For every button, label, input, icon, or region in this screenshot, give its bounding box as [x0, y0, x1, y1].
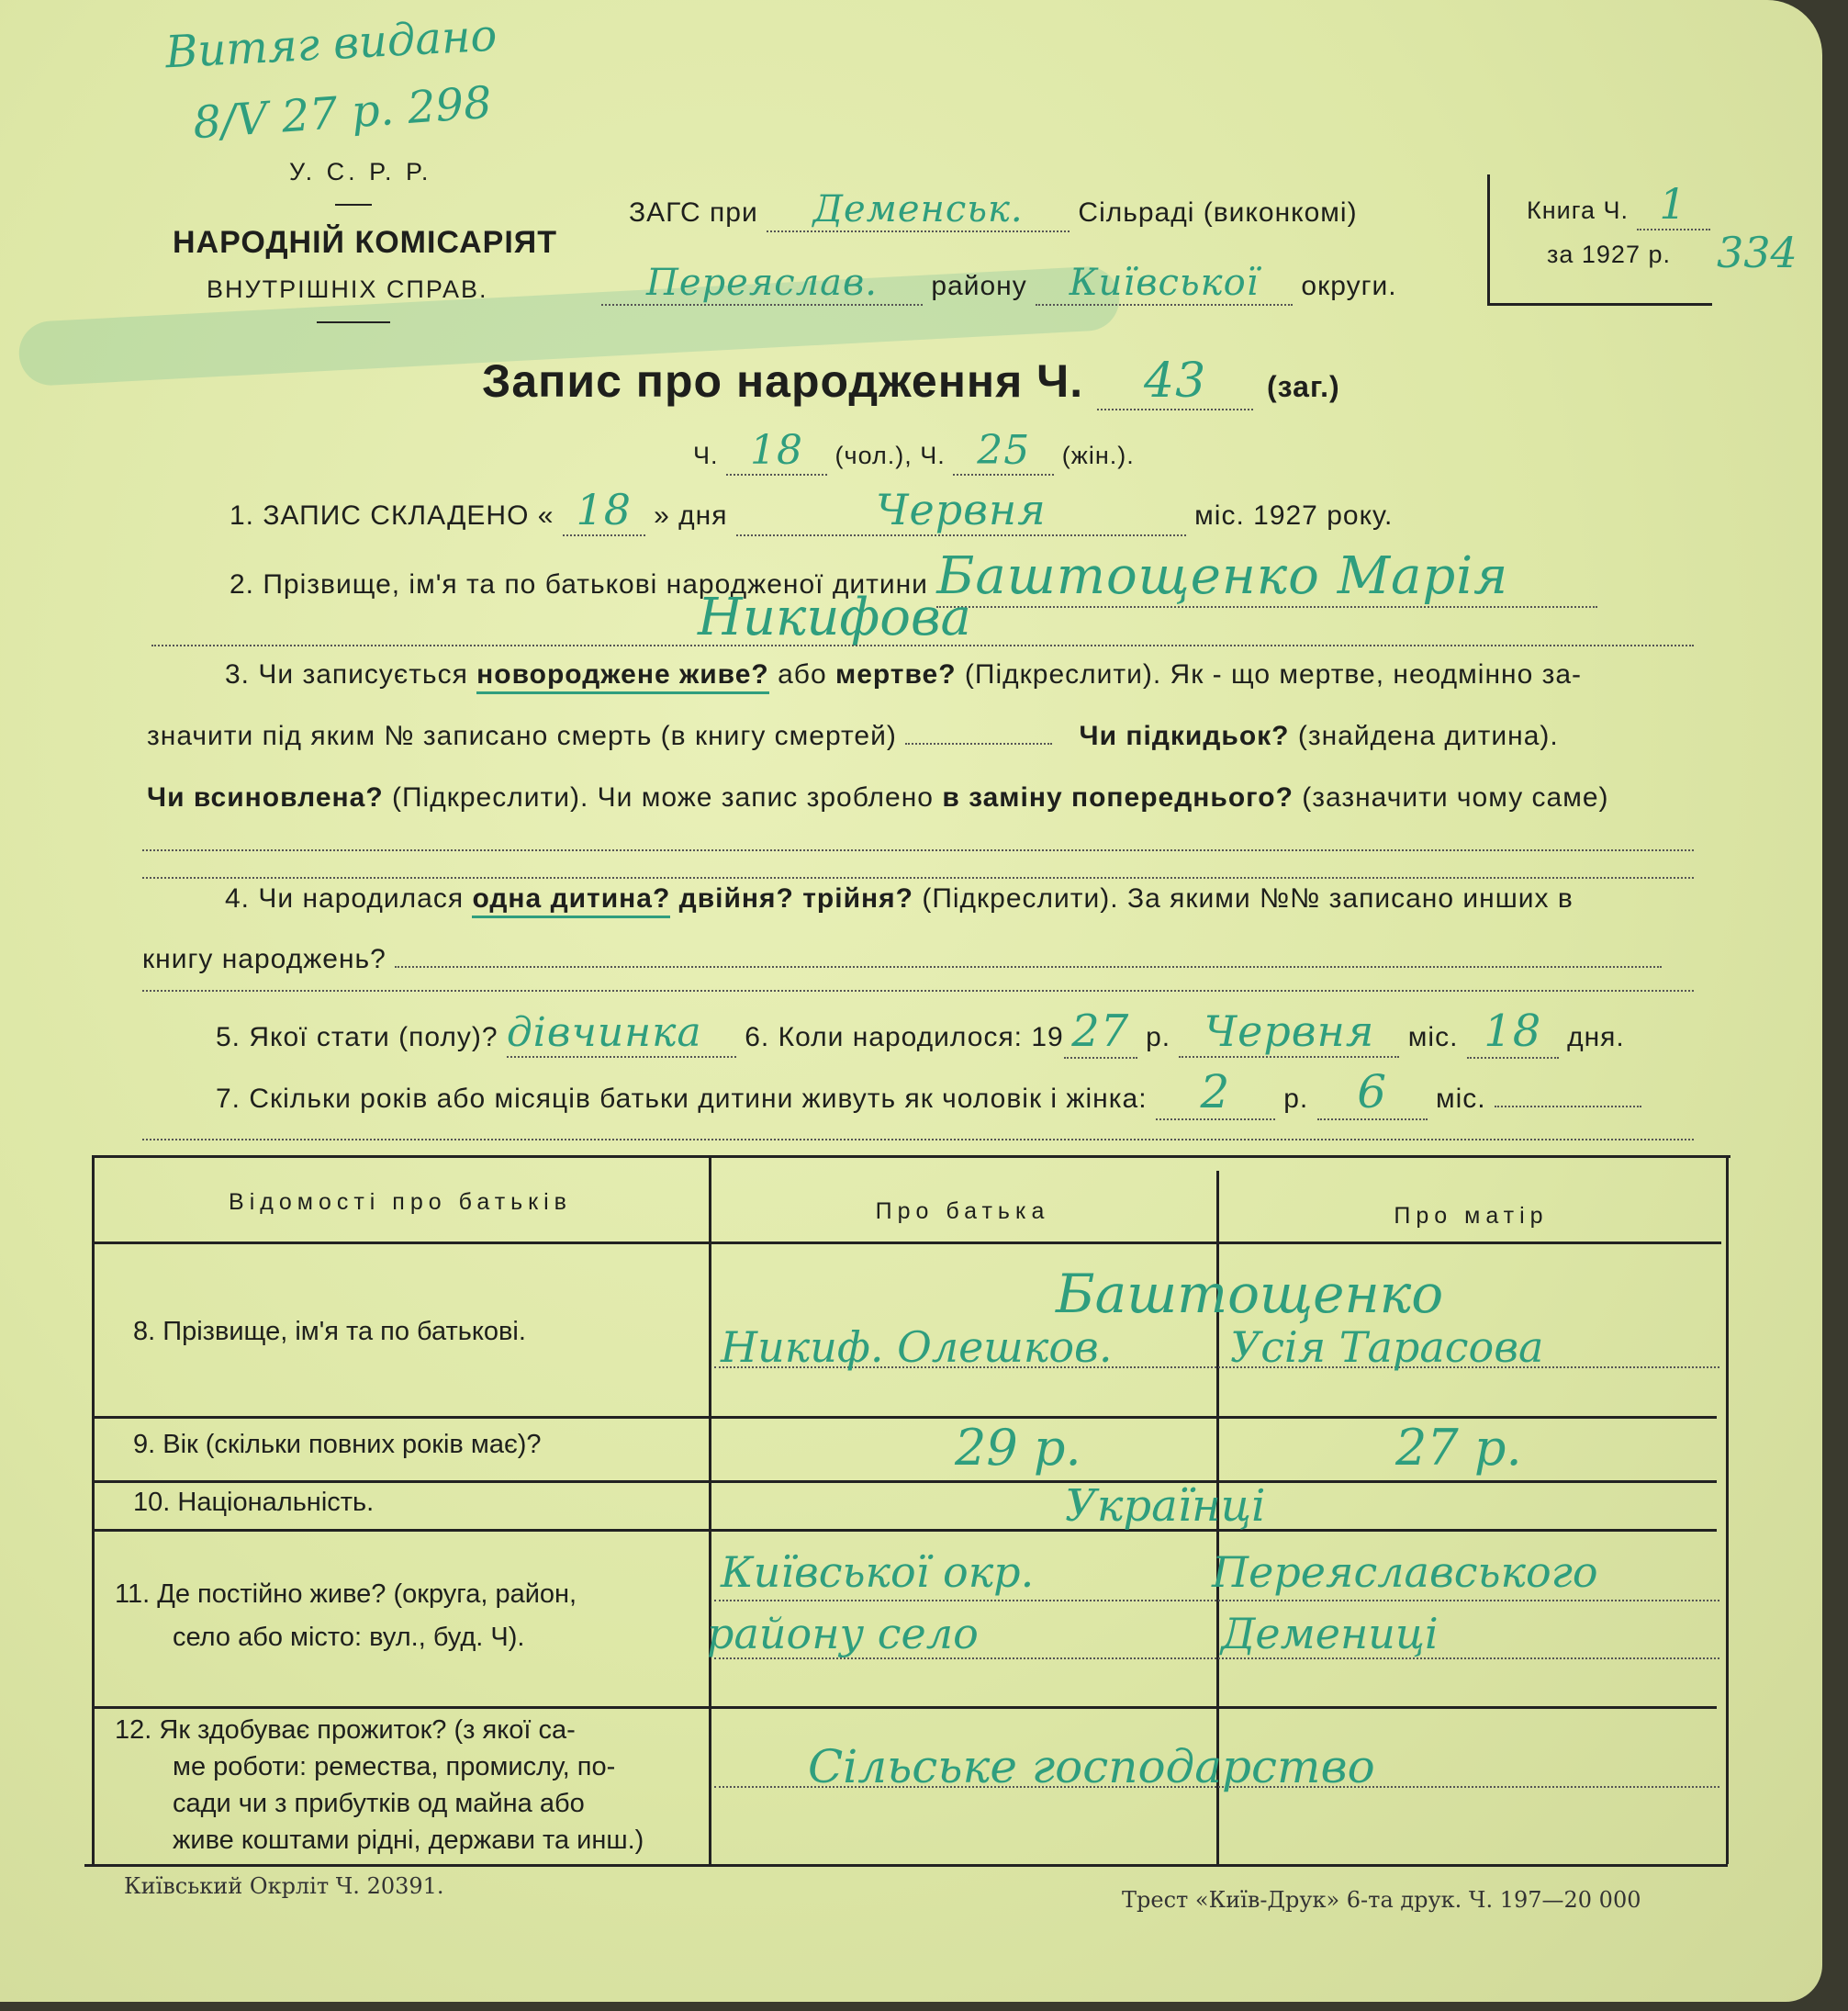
q6-r: р.	[1146, 1022, 1171, 1052]
row11-label-line1: 11. Де постійно живе? (округа, район,	[115, 1579, 577, 1609]
female-label: (жін.).	[1061, 442, 1135, 469]
table-border	[92, 1155, 95, 1864]
q4-text: книгу народжень?	[142, 944, 386, 974]
q3-option-alive: новороджене живе?	[476, 659, 769, 694]
republic-label: У. С. Р. Р.	[289, 158, 432, 185]
book-box-border	[1487, 303, 1712, 306]
row12-shared: Сільське господарство	[808, 1740, 1375, 1793]
q3-option-foundling: Чи підкидьок?	[1079, 721, 1290, 751]
question-5-6	[216, 1006, 1625, 1059]
commissariat-line1: НАРОДНІЙ КОМІСАРІЯТ	[173, 225, 557, 260]
okruha-value: Київської	[1036, 262, 1293, 306]
row11-father-line2: району село	[707, 1609, 979, 1658]
q5-value: дівчинка	[507, 1009, 736, 1058]
table-border	[92, 1480, 1717, 1483]
q6-label: 6. Коли народилося: 19	[745, 1022, 1064, 1052]
table-border	[709, 1155, 711, 1864]
q4-option-triplets: трійня?	[802, 883, 913, 914]
q7-label: 7. Скільки років або місяців батьки дитини живуть як чоловік і жінка:	[216, 1084, 1148, 1114]
question-3-line2	[147, 721, 1559, 752]
row8-father: Никиф. Олешков.	[721, 1322, 1113, 1372]
row9-mother: 27 р.	[1395, 1419, 1522, 1477]
q5-label: 5. Якої стати (полу)?	[216, 1022, 498, 1052]
q1-day: 18	[563, 485, 645, 536]
row11-label-line2: село або місто: вул., буд. Ч).	[173, 1623, 525, 1652]
row9-father: 29 р.	[955, 1419, 1081, 1477]
q1-label: 1. ЗАПИС СКЛАДЕНО «	[230, 500, 554, 531]
zags-village-value: Деменськ.	[767, 188, 1070, 232]
q7-mis: міс.	[1435, 1084, 1486, 1114]
row11-writing-line	[714, 1600, 1719, 1601]
q3-death-number-blank	[905, 743, 1052, 745]
q3-text: (зазначити чому саме)	[1302, 782, 1609, 813]
district-value: Переяслав.	[601, 262, 923, 306]
q2-label: 2. Прізвище, ім'я та по батькові народженої дитини	[230, 569, 928, 600]
q3-text: (Підкреслити). Чи може запис зроблено	[392, 782, 934, 813]
book-box-border	[1487, 174, 1490, 303]
q7-r: р.	[1283, 1084, 1309, 1114]
district-label: району	[931, 271, 1027, 301]
table-border	[92, 1706, 1717, 1709]
table-border	[92, 1529, 1717, 1532]
row11-father-line1: Київської окр.	[721, 1547, 1035, 1597]
title-prefix: Запис про народження Ч.	[482, 355, 1084, 407]
row8-label: 8. Прізвище, ім'я та по батькові.	[133, 1317, 526, 1346]
q2-continuation-line	[151, 645, 1694, 646]
q4-blank	[395, 966, 1662, 968]
q1-suffix: міс. 1927 року.	[1194, 500, 1394, 531]
question-4-line1	[225, 883, 1574, 915]
question-1	[230, 485, 1393, 536]
commissariat-line2: ВНУТРІШНІХ СПРАВ.	[207, 275, 488, 303]
q1-month: Червня	[736, 485, 1186, 536]
q6-day: 18	[1467, 1006, 1559, 1059]
row12-label-line1: 12. Як здобуває прожиток? (з якої са-	[115, 1715, 576, 1745]
question-7	[216, 1065, 1641, 1120]
q3-continuation-line	[142, 877, 1694, 879]
q6-mis: міс.	[1407, 1022, 1459, 1052]
male-prefix: Ч.	[693, 442, 719, 469]
q4-option-twins: двійня?	[678, 883, 794, 914]
table-border	[92, 1241, 1721, 1244]
q3-text: або	[778, 659, 827, 690]
row9-label: 9. Вік (скільки повних років має)?	[133, 1430, 542, 1459]
q6-dnia: дня.	[1567, 1022, 1625, 1052]
q3-text: (Підкреслити). Як - що мертве, неодмінно за-	[964, 659, 1583, 690]
okruha-label: округи.	[1301, 271, 1397, 301]
margin-note-line1: Витяг видано	[163, 9, 498, 79]
q3-text: (знайдена дитина).	[1297, 721, 1559, 751]
table-head-info: Відомості про батьків	[229, 1189, 572, 1215]
q2-value-line2: Никифова	[698, 588, 971, 647]
zags-prefix: ЗАГС при	[629, 197, 758, 228]
q3-text: значити під яким № записано смерть (в книгу смертей)	[147, 721, 897, 751]
row11-mother-line2: Демениці	[1221, 1609, 1439, 1658]
q3-text: 3. Чи записується	[225, 659, 468, 690]
q4-option-single: одна дитина?	[472, 883, 670, 918]
q1-mid: » дня	[654, 500, 728, 531]
table-head-father: Про батька	[875, 1198, 1050, 1224]
book-label: Книга Ч.	[1527, 197, 1629, 224]
title-number: 43	[1097, 354, 1253, 410]
q3-option-replacement: в заміну попереднього?	[942, 782, 1294, 813]
zags-suffix: Сільраді (виконкомі)	[1078, 197, 1358, 228]
row12-label-line3: сади чи з прибутків од майна або	[173, 1789, 585, 1818]
table-border	[92, 1155, 1730, 1158]
divider	[317, 321, 390, 323]
footer-left: Київський Окрліт Ч. 20391.	[124, 1873, 444, 1899]
q2-value-line1: Баштощенко Марія	[936, 546, 1597, 608]
question-4-line2	[142, 944, 1662, 975]
q7-years: 2	[1156, 1065, 1275, 1120]
record-title	[482, 354, 1340, 410]
margin-note-line2: 8/V 27 р. 298	[191, 76, 494, 150]
question-3-line3	[147, 782, 1609, 814]
table-border	[1726, 1155, 1729, 1864]
q7-blank	[1495, 1106, 1641, 1107]
footer-right: Трест «Київ-Друк» 6-та друк. Ч. 197—20 000	[1122, 1887, 1641, 1913]
divider	[335, 204, 372, 206]
title-suffix: (заг.)	[1267, 370, 1340, 403]
title-counts	[693, 427, 1135, 476]
book-year: за 1927 р.	[1547, 241, 1671, 268]
zags-line	[629, 188, 1358, 232]
q7-continuation-line	[142, 1139, 1694, 1140]
male-number: 18	[726, 427, 827, 476]
q7-months: 6	[1317, 1065, 1428, 1120]
row12-label-line2: ме роботи: ремества, промислу, по-	[173, 1752, 616, 1781]
district-line	[601, 262, 1397, 306]
q3-option-adopted: Чи всиновлена?	[147, 782, 384, 813]
table-border	[84, 1864, 1728, 1867]
question-3-line1	[225, 659, 1582, 691]
q4-continuation-line	[142, 990, 1694, 992]
q3-continuation-line	[142, 849, 1694, 851]
page-note: 334	[1717, 228, 1798, 277]
row11-mother-line1: Переяславського	[1212, 1547, 1598, 1597]
row10-shared: Українці	[1065, 1480, 1266, 1532]
row12-label-line4: живе коштами рідні, держави та инш.)	[173, 1826, 644, 1855]
q6-month: Червня	[1179, 1006, 1399, 1058]
q6-year: 27	[1064, 1006, 1137, 1059]
row8-shared-surname: Баштощенко	[1056, 1263, 1444, 1325]
row8-mother: Усія Тарасова	[1230, 1322, 1544, 1372]
male-label: (чол.), Ч.	[834, 442, 946, 469]
table-head-mother: Про матір	[1394, 1203, 1549, 1229]
row10-label: 10. Національність.	[133, 1488, 375, 1517]
book-line	[1527, 179, 1710, 230]
book-number: 1	[1637, 179, 1710, 230]
q4-text: 4. Чи народилася	[225, 883, 465, 914]
female-number: 25	[953, 427, 1054, 476]
q4-text: (Підкреслити). За якими №№ записано инших в	[922, 883, 1574, 914]
q3-option-dead: мертве?	[835, 659, 957, 690]
